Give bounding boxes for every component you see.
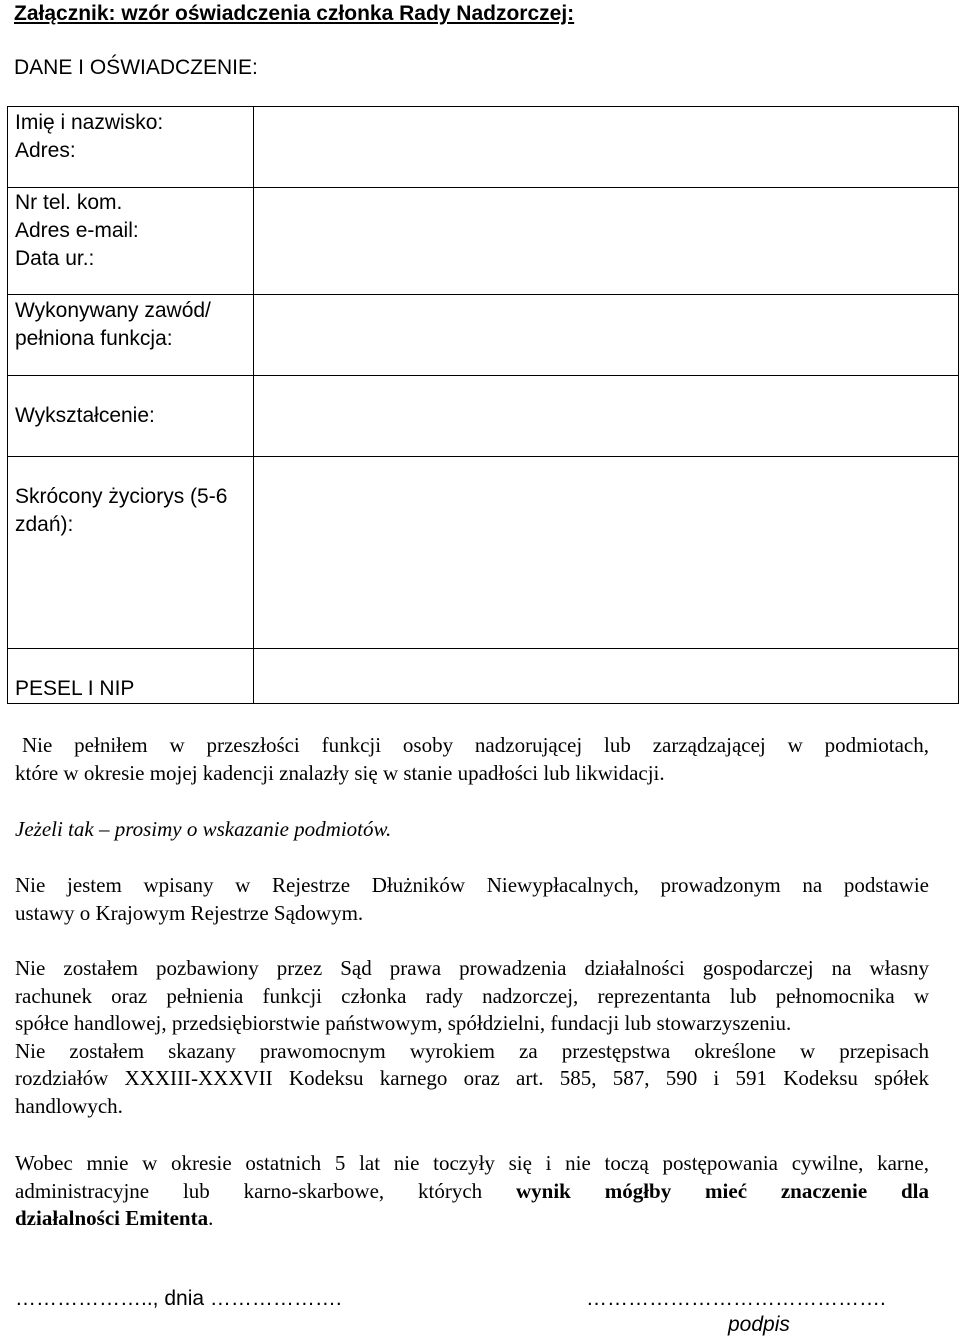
place-date-field[interactable]: ……………….., dnia ………………. xyxy=(15,1287,342,1310)
declaration-note: Jeżeli tak – prosimy o wskazanie podmiotów. xyxy=(15,817,392,841)
section-heading: DANE I OŚWIADCZENIE: xyxy=(14,56,258,79)
value-cell-name-address[interactable] xyxy=(254,107,959,188)
proceedings-line-3: działalności Emitenta. xyxy=(15,1206,214,1230)
label-cell: PESEL I NIP xyxy=(8,649,254,704)
value-cell-pesel-nip[interactable] xyxy=(254,649,959,704)
declaration-court-ban: Nie zostałem pozbawiony przez Sąd prawa prowadzenia działalności gospodarczej na własny rachunek oraz pełnienia funkcji członka rady nadzorczej, reprezentanta lub pełnomocnika w spółce handlowej, przedsiębiorstwie państwowym, spółdzielni, fundacji lub stowarzyszeniu. Nie zostałem skazany prawomocnym wyrokiem za przestępstwa określone w przepisach rozdziałów XXXIII-XXXVII Kodeksu karnego oraz art. 585, 587, 590 i 591 Kodeksu spółek handlowych. xyxy=(15,956,929,1118)
value-cell-education[interactable] xyxy=(254,376,959,457)
declaration-management-cont: które w okresie mojej kadencji znalazły się w stanie upadłości lub likwidacji. xyxy=(15,761,665,785)
declaration-proceedings: Wobec mnie w okresie ostatnich 5 lat nie toczyły się i nie toczą postępowania cywilne, karne, administracyjne lub karno-skarbowe, których wynik mógłby mieć znaczenie dla działalności Emitenta. xyxy=(15,1150,929,1233)
page-title: Załącznik: wzór oświadczenia członka Rady Nadzorczej: xyxy=(14,2,575,25)
label-cell: Imię i nazwisko: Adres: xyxy=(8,107,254,188)
value-cell-occupation[interactable] xyxy=(254,295,959,376)
table-row xyxy=(8,295,959,376)
table-row xyxy=(8,649,959,704)
table-row xyxy=(8,188,959,295)
declaration-debtors-register: Nie jestem wpisany w Rejestrze Dłużników Niewypłacalnych, prowadzonym na podstawie ustawy o Krajowym Rejestrze Sądowym. xyxy=(15,873,929,925)
value-cell-contact[interactable] xyxy=(254,188,959,295)
signature-field[interactable]: ……………………………………. xyxy=(586,1287,886,1310)
proceedings-line-2: administracyjne lub karno-skarbowe, których wynik mógłby mieć znaczenie dla xyxy=(15,1178,929,1203)
value-cell-cv[interactable] xyxy=(254,457,959,649)
label-cell: Wykształcenie: xyxy=(8,376,254,457)
declaration-management: Nie pełniłem w przeszłości funkcji osoby nadzorującej lub zarządzającej w podmiotach, xyxy=(22,733,929,757)
label-cell: Wykonywany zawód/ pełniona funkcja: xyxy=(8,295,254,376)
label-cell: Nr tel. kom. Adres e-mail: Data ur.: xyxy=(8,188,254,295)
table-row xyxy=(8,457,959,649)
label-cell: Skrócony życiorys (5-6 zdań): xyxy=(8,457,254,649)
table-row xyxy=(8,107,959,188)
signature-label: podpis xyxy=(728,1313,790,1336)
personal-data-table xyxy=(7,106,959,704)
table-row xyxy=(8,376,959,457)
